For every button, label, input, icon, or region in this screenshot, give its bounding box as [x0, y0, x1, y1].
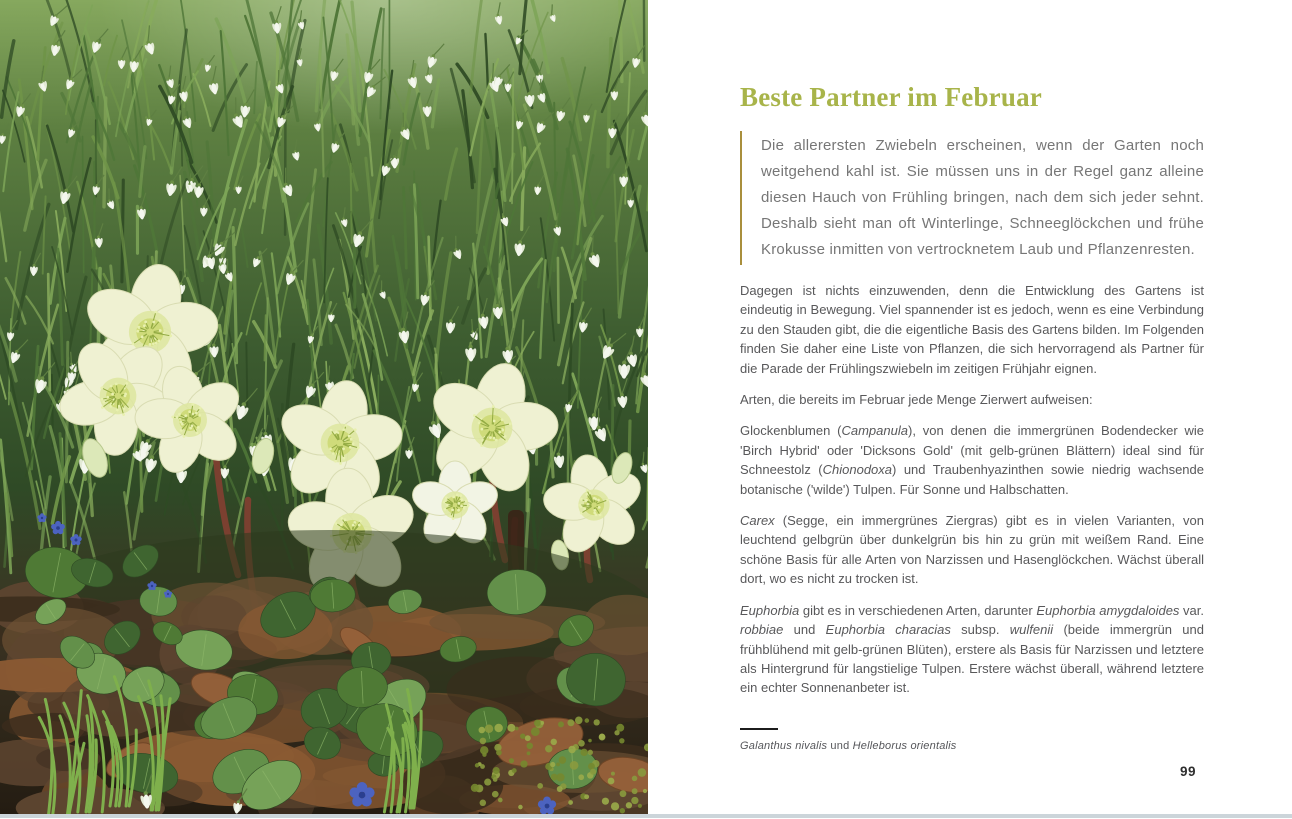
body-paragraph: Glockenblumen (Campanula), von denen die immergrünen Bodendecker wie 'Birch Hybrid' oder 'Dicksons Gold' (mit gelb-grünen Blättern) ideal sind für Schneestolz (Chionodoxa) und Traubenhyazinthen sowie niedrig wachsende botanische ('wilde') Tulpen. Für Sonne und Halbschatten.	[740, 423, 1204, 497]
caption-block	[740, 728, 1204, 752]
photo-illustration	[0, 0, 648, 814]
body-paragraphs	[740, 281, 1204, 698]
intro-paragraph: Die allerersten Zwiebeln erscheinen, wenn der Garten noch weitgehend kahl ist. Sie müssen uns in der Regel ganz alleine diesen Hauch von Frühling bringen, nach dem sich jeder sehnt. Deshalb sieht man oft Winterlinge, Schneeglöckchen und frühe Krokusse inmitten von vertrocknetem Laub und Pflanzenresten.	[761, 137, 1204, 258]
page-bottom-edge	[0, 814, 1292, 818]
page-title: Beste Partner im Februar	[740, 82, 1042, 112]
body-paragraph: Carex (Segge, ein immergrünes Ziergras) gibt es in vielen Varianten, von leuchtend gelbgrün über dunkelgrün bis hin zu grün mit weißem Rand. Eine schöne Basis für alle Arten von Narzissen und Hasenglöckchen. Wächst überall dort, wo es nicht zu trocken ist.	[740, 513, 1204, 587]
intro-block	[740, 131, 1204, 265]
body-paragraph: Arten, die bereits im Februar jede Menge Zierwert aufweisen:	[740, 392, 1093, 408]
photo-snowdrops-hellebores	[0, 0, 648, 814]
body-paragraph: Euphorbia gibt es in verschiedenen Arten, darunter Euphorbia amygdaloides var. robbiae und Euphorbia characias subsp. wulfenii (beide immergrün und frühblühend mit gelb-grünen Blüten), erstere als Basis für Narzissen und letztere als Hintergrund für langstielige Tulpen. Erstere wächst überall, während letztere ein echter Sonnenanbeter ist.	[740, 602, 1205, 696]
photo-caption: Galanthus nivalis und Helleborus orientalis	[740, 739, 957, 752]
text-page	[648, 0, 1292, 814]
body-paragraph: Dagegen ist nichts einzuwenden, denn die Entwicklung des Gartens ist eindeutig in Bewegung. Viel spannender ist es jedoch, wenn es eine Verbindung zu den Stauden gibt, die die eigentliche Basis des Gartens bilden. Im Folgenden finden Sie daher eine Liste von Pflanzen, die sich hervorragend als Partner für die Parade der Frühlingszwiebeln im zeitigen Frühjahr eignen.	[740, 283, 1204, 376]
page-number: 99	[1179, 764, 1196, 779]
caption-rule	[740, 728, 778, 730]
